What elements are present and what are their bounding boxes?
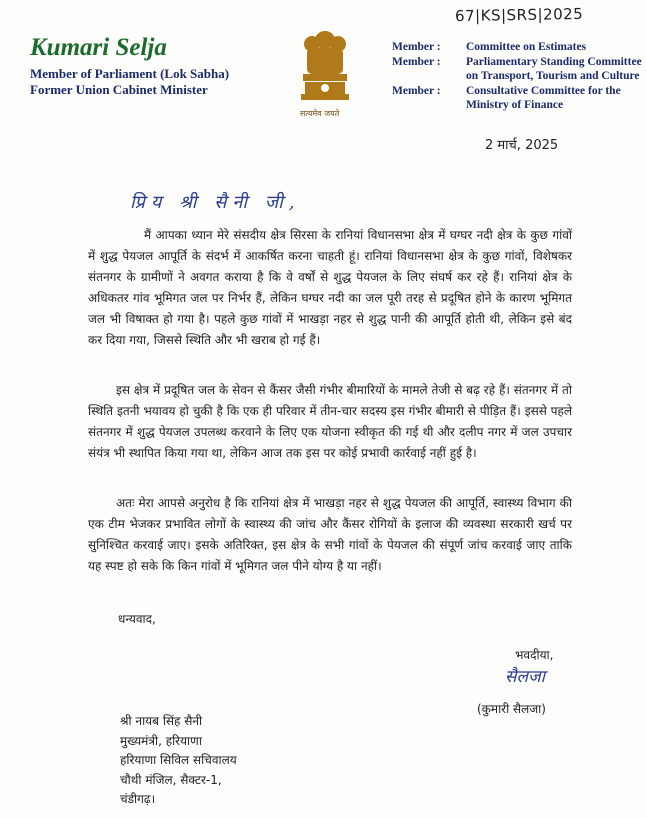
committee-memberships	[392, 40, 646, 113]
address-line: श्री नायब सिंह सैनी	[120, 714, 203, 728]
thanks: धन्यवाद,	[118, 612, 156, 626]
membership-label: Member :	[392, 41, 441, 53]
sender-name: Kumari Selja	[30, 34, 167, 61]
emblem-motto: सत्यमेव जयते	[300, 109, 340, 118]
address-line: चंडीगढ़।	[120, 792, 156, 806]
handwritten-signature: सैलजा	[505, 667, 546, 687]
address-line: मुख्यमंत्री, हरियाणा	[120, 733, 202, 748]
membership-label: Member :	[392, 55, 441, 68]
membership-text: Parliamentary Standing Committee on Transport, Tourism and Culture	[466, 55, 642, 82]
address-line: चौथी मंजिल, सैक्टर-1,	[120, 772, 222, 787]
membership-text: Committee on Estimates	[466, 41, 587, 53]
membership-row	[392, 40, 646, 55]
reference-number: 67|KS|SRS|2025	[454, 4, 584, 26]
paragraph-3: अतः मेरा आपसे अनुरोध है कि रानियां क्षेत्र में भाखड़ा नहर से शुद्ध पेयजल की आपूर्ति, स्वास्थ्य विभाग की एक टीम भेजकर प्रभावित लोगों के स्वास्थ्य की जांच और कैंसर रोगियों के इलाज की व्यवस्था सरकारी खर्च पर सुनिश्चित करवाई जाए। इसके अतिरिक्त, इस क्षेत्र के सभी गांवों के पेयजल की संपूर्ण जांच करवाई जाए ताकि यह स्पष्ट हो सके कि किन गांवों में भूमिगत जल पीने योग्य है या नहीं।	[88, 496, 572, 573]
address-line: हरियाणा सिविल सचिवालय	[120, 753, 237, 767]
closing: भवदीया,	[515, 648, 554, 662]
salutation: प्रिय श्री सैनी जी,	[130, 192, 301, 213]
sender-designation-1: Member of Parliament (Lok Sabha)	[30, 66, 230, 81]
membership-row	[392, 55, 646, 84]
membership-label: Member :	[392, 84, 441, 97]
letter-date: 2 मार्च, 2025	[485, 138, 559, 153]
recipient-address	[120, 712, 237, 810]
signatory-name: (कुमारी सैलजा)	[477, 702, 546, 716]
paragraph-2: इस क्षेत्र में प्रदूषित जल के सेवन से कैंसर जैसी गंभीर बीमारियों के मामले तेजी से बढ़ रहे हैं। संतनगर में तो स्थिति इतनी भयावय हो चुकी है कि एक ही परिवार में तीन-चार सदस्य इस गंभीर बीमारी से पीड़ित हैं। इससे पहले संतनगर में शुद्ध पेयजल उपलब्ध करवाने के लिए एक योजना स्वीकृत की गई थी और दलीप नगर में जल उपचार संयंत्र भी स्थापित किया गया था, लेकिन आज तक इस पर कोई प्रभावी कार्रवाई नहीं हुई है।	[88, 383, 572, 460]
paragraph-1: मैं आपका ध्यान मेरे संसदीय क्षेत्र सिरसा के रानियां विधानसभा क्षेत्र में घग्घर नदी क्षेत्र के कुछ गांवों में शुद्ध पेयजल आपूर्ति के संदर्भ में आकर्षित करना चाहती हूं। रानियां विधानसभा क्षेत्र के कुछ गांवों, विशेषकर संतनगर के ग्रामीणों ने अवगत कराया है कि वे वर्षों से शुद्ध पेयजल के लिए संघर्ष कर रहे हैं। रानियां क्षेत्र के अधिकतर गांव भूमिगत जल पर निर्भर हैं, लेकिन घग्घर नदी का जल पूरी तरह से प्रदूषित होने के कारण भूमिगत जल भी विषाक्त हो गया है। पहले कुछ गांवों में भाखड़ा नहर से शुद्ध पानी की आपूर्ति होती थी, लेकिन इसे बंद कर दिया गया, जिससे स्थिति और भी खराब हो गई हैं।	[88, 228, 572, 347]
sender-designation-2: Former Union Cabinet Minister	[30, 82, 208, 97]
membership-text: Consultative Committee for the Ministry of Finance	[466, 84, 621, 111]
membership-row	[392, 84, 646, 113]
